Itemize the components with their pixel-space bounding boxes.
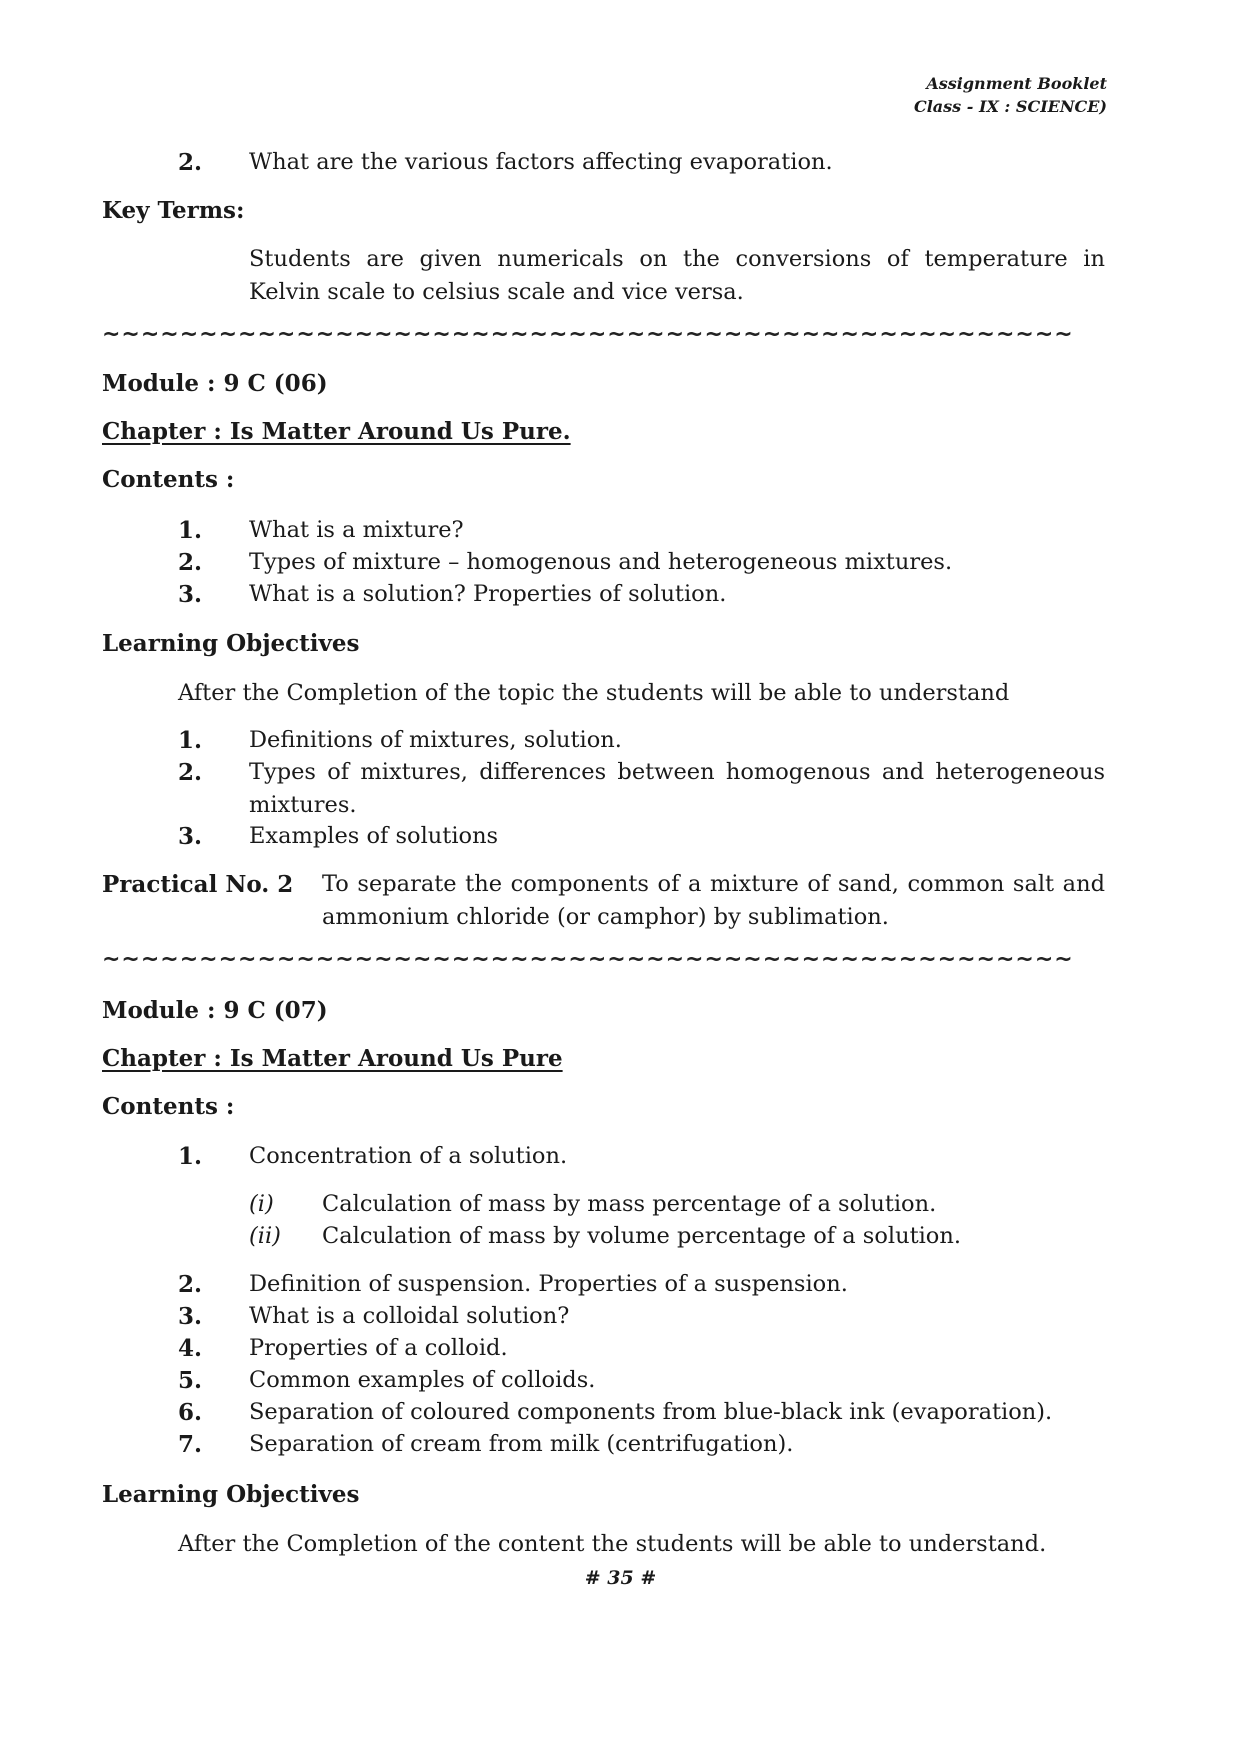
list-item bbox=[0, 514, 1241, 547]
contents-heading: Contents : bbox=[102, 1093, 235, 1120]
learning-objectives-intro: After the Completion of the topic the students will be able to understand bbox=[178, 680, 1010, 706]
practical-text: To separate the components of a mixture of sand, common salt and ammonium chloride (or camphor) by sublimation. bbox=[322, 871, 1105, 930]
item-text: Definitions of mixtures, solution. bbox=[249, 727, 622, 753]
item-text: Separation of cream from milk (centrifugation). bbox=[249, 1431, 794, 1457]
item-number: 7. bbox=[178, 1431, 203, 1458]
item-number: 2. bbox=[178, 149, 203, 176]
list-item bbox=[0, 1300, 1241, 1333]
list-item bbox=[0, 1332, 1241, 1365]
item-text: What is a mixture? bbox=[249, 517, 464, 543]
list-item bbox=[0, 1428, 1241, 1461]
list-item bbox=[0, 146, 1241, 179]
item-number: 2. bbox=[178, 1271, 203, 1298]
booklet-header-title: Assignment Booklet bbox=[926, 74, 1107, 93]
sub-item-number: (ii) bbox=[249, 1223, 281, 1249]
item-number: 1. bbox=[178, 517, 203, 544]
sub-item-text: Calculation of mass by mass percentage of a solution. bbox=[322, 1191, 937, 1217]
item-number: 5. bbox=[178, 1367, 203, 1394]
item-text: Common examples of colloids. bbox=[249, 1367, 596, 1393]
item-text: Concentration of a solution. bbox=[249, 1143, 568, 1169]
separator: ~~~~~~~~~~~~~~~~~~~~~~~~~~~~~~~~~~~~~~~~~~~~~~~~~~ bbox=[102, 322, 1074, 347]
list-item bbox=[0, 1396, 1241, 1429]
list-item bbox=[0, 546, 1241, 579]
item-number: 3. bbox=[178, 823, 203, 850]
separator: ~~~~~~~~~~~~~~~~~~~~~~~~~~~~~~~~~~~~~~~~~~~~~~~~~~ bbox=[102, 947, 1074, 972]
booklet-header-class: Class - IX : SCIENCE) bbox=[913, 97, 1107, 116]
contents-heading: Contents : bbox=[102, 466, 235, 493]
sub-item-text: Calculation of mass by volume percentage of a solution. bbox=[322, 1223, 961, 1249]
learning-objectives-heading: Learning Objectives bbox=[102, 630, 360, 657]
item-text: Separation of coloured components from blue-black ink (evaporation). bbox=[249, 1399, 1053, 1425]
list-item bbox=[0, 1268, 1241, 1301]
item-number: 2. bbox=[178, 759, 203, 786]
item-text: What is a solution? Properties of solution. bbox=[249, 581, 727, 607]
sub-item-number: (i) bbox=[249, 1191, 274, 1217]
sub-list-item bbox=[0, 1220, 1241, 1253]
item-number: 4. bbox=[178, 1335, 203, 1362]
list-item bbox=[0, 756, 1241, 822]
chapter-title: Chapter : Is Matter Around Us Pure bbox=[102, 1045, 563, 1072]
item-text: Examples of solutions bbox=[249, 823, 499, 849]
learning-objectives-heading: Learning Objectives bbox=[102, 1481, 360, 1508]
item-number: 3. bbox=[178, 581, 203, 608]
list-item bbox=[0, 724, 1241, 757]
chapter-title: Chapter : Is Matter Around Us Pure. bbox=[102, 418, 571, 445]
item-number: 3. bbox=[178, 1303, 203, 1330]
module-title: Module : 9 C (07) bbox=[102, 997, 328, 1024]
page-number: # 35 # bbox=[584, 1567, 657, 1589]
practical-label: Practical No. 2 bbox=[102, 871, 294, 898]
key-terms-text: Students are given numericals on the conversions of temperature in Kelvin scale to celsius scale and vice versa. bbox=[249, 246, 1105, 305]
list-item bbox=[0, 1140, 1241, 1173]
item-text: Types of mixtures, differences between homogenous and heterogeneous mixtures. bbox=[249, 759, 1105, 818]
learning-objectives-intro: After the Completion of the content the students will be able to understand. bbox=[178, 1531, 1047, 1557]
module-title: Module : 9 C (06) bbox=[102, 370, 328, 397]
list-item bbox=[0, 1364, 1241, 1397]
item-text: Types of mixture – homogenous and heterogeneous mixtures. bbox=[249, 549, 953, 575]
list-item bbox=[0, 820, 1241, 853]
item-text: What is a colloidal solution? bbox=[249, 1303, 570, 1329]
item-number: 6. bbox=[178, 1399, 203, 1426]
key-terms-heading: Key Terms: bbox=[102, 197, 245, 224]
item-text: What are the various factors affecting evaporation. bbox=[249, 149, 833, 175]
item-text: Definition of suspension. Properties of a suspension. bbox=[249, 1271, 848, 1297]
item-text: Properties of a colloid. bbox=[249, 1335, 508, 1361]
list-item bbox=[0, 578, 1241, 611]
item-number: 1. bbox=[178, 727, 203, 754]
sub-list-item bbox=[0, 1188, 1241, 1221]
item-number: 1. bbox=[178, 1143, 203, 1170]
item-number: 2. bbox=[178, 549, 203, 576]
